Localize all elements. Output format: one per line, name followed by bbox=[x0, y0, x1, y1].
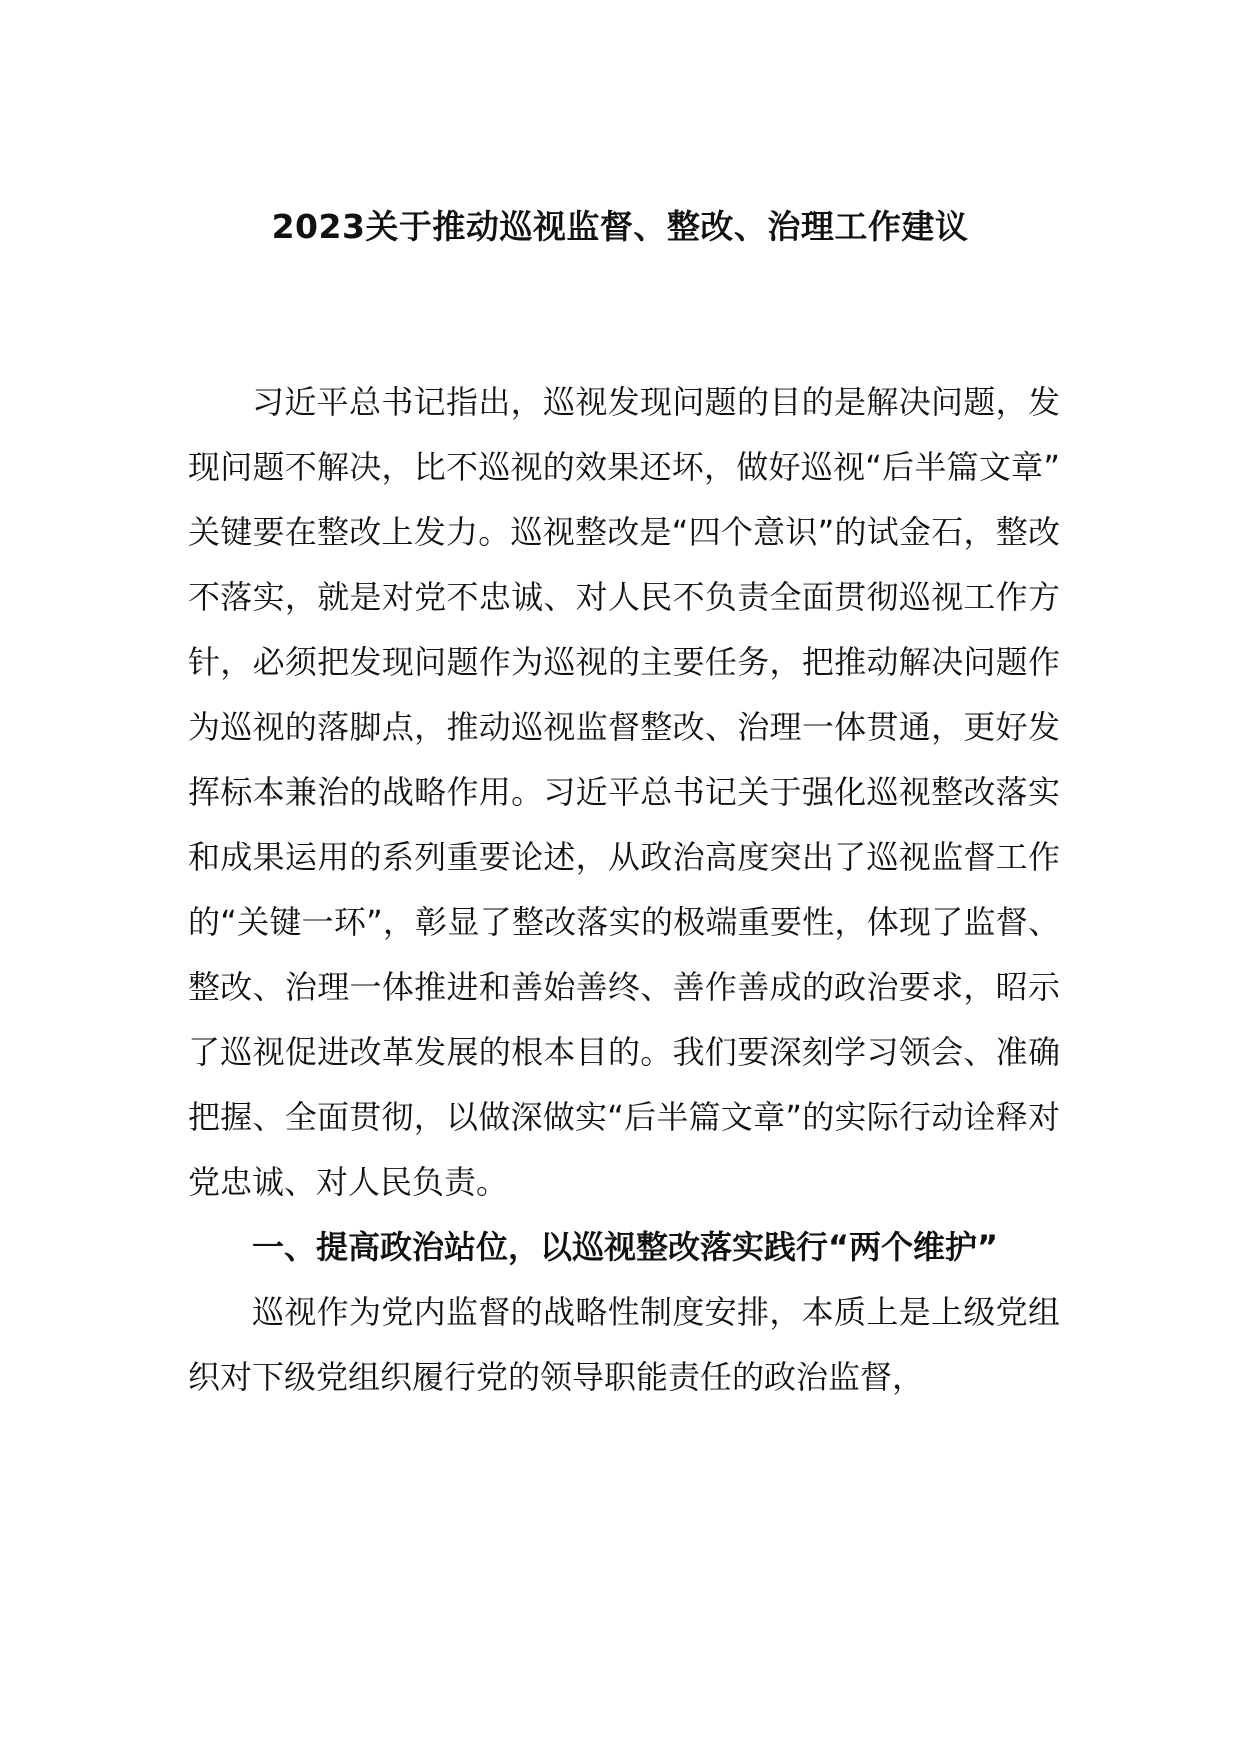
section-paragraph: 巡视作为党内监督的战略性制度安排，本质上是上级党组织对下级党组织履行党的领导职能责任的政治监督， bbox=[188, 1293, 1060, 1396]
section-heading: 一、提高政治站位，以巡视整改落实践行“两个维护” bbox=[252, 1228, 999, 1266]
intro-paragraph: 习近平总书记指出，巡视发现问题的目的是解决问题，发现问题不解决，比不巡视的效果还坏，做好巡视“后半篇文章”关键要在整改上发力。巡视整改是“四个意识”的试金石，整改不落实，就是对党不忠诚、对人民不负责全面贯彻巡视工作方针，必须把发现问题作为巡视的主要任务，把推动解决问题作为巡视的落脚点，推动巡视监督整改、治理一体贯通，更好发挥标本兼治的战略作用。习近平总书记关于强化巡视整改落实和成果运用的系列重要论述，从政治高度突出了巡视监督工作的“关键一环”，彰显了整改落实的极端重要性，体现了监督、整改、治理一体推进和善始善终、善作善成的政治要求，昭示了巡视促进改革发展的根本目的。我们要深刻学习领会、准确把握、全面贯彻，以做深做实“后半篇文章”的实际行动诠释对党忠诚、对人民负责。 bbox=[188, 383, 1060, 1201]
document-title: 2023关于推动巡视监督、整改、治理工作建议 bbox=[271, 207, 969, 246]
document-body bbox=[188, 370, 1060, 1410]
